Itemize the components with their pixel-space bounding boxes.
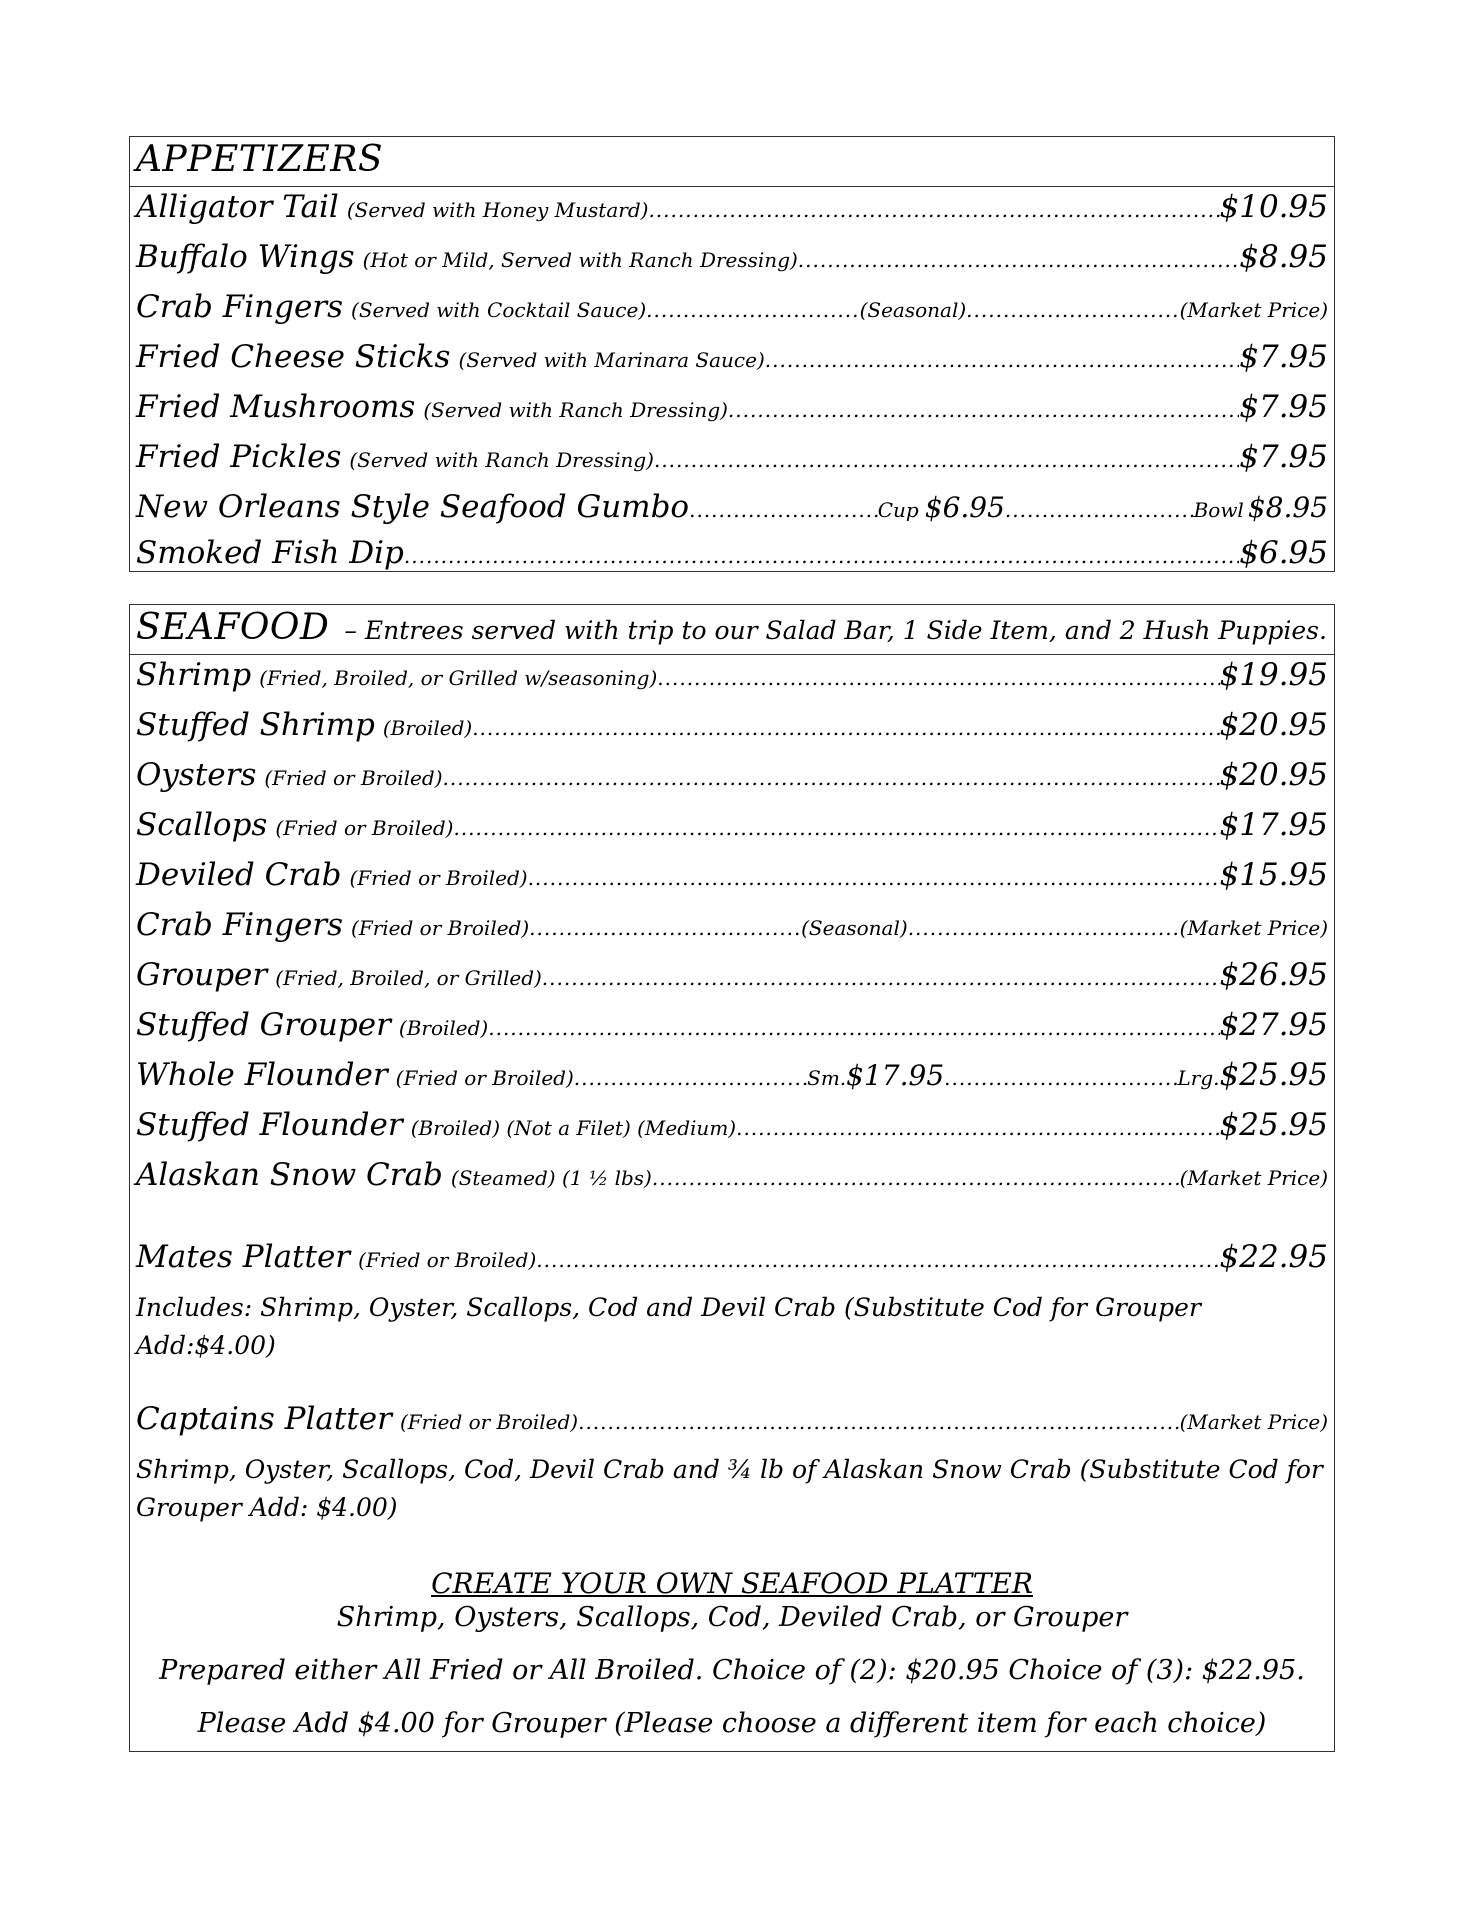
item-price: $17.95 [1219, 807, 1328, 843]
mates-includes: Includes: Shrimp, Oyster, Scallops, Cod and Devil Crab (Substitute Cod for Grouper Add:$4.00) [136, 1293, 1201, 1360]
item-price: $25.95 [1219, 1107, 1328, 1143]
item-price: $7.95 [1239, 339, 1328, 375]
seafood-subtitle: – Entrees served with trip to our Salad Bar, 1 Side Item, and 2 Hush Puppies. [344, 616, 1327, 645]
item-name: Captains Platter [136, 1401, 392, 1437]
item-name: Fried Cheese Sticks [136, 339, 451, 375]
item-price: $7.95 [1239, 389, 1328, 425]
leader-dots [529, 916, 801, 940]
leader-dots [404, 544, 1239, 568]
menu-item [130, 389, 1334, 439]
leader-dots [966, 298, 1179, 322]
captains-includes: Shrimp, Oyster, Scallops, Cod, Devil Crab and ¾ lb of Alaskan Snow Crab (Substitute Cod for Grouper Add: $4.00) [136, 1455, 1323, 1522]
item-price: $8.95 [1239, 239, 1328, 275]
item-name: Crab Fingers [136, 289, 344, 325]
seafood-header [130, 605, 1334, 655]
create-platter-title: CREATE YOUR OWN SEAFOOD PLATTER [431, 1567, 1033, 1600]
item-note: (Broiled) (Not a Filet) (Medium) [410, 1116, 737, 1140]
item-note: (Fried or Broiled) [358, 1248, 537, 1272]
item-note: (Hot or Mild, Served with Ranch Dressing) [362, 248, 798, 272]
menu-item [130, 535, 1334, 579]
leader-dots [646, 298, 859, 322]
item-price: $20.95 [1219, 707, 1328, 743]
item-name: Stuffed Flounder [136, 1107, 403, 1143]
item-note: (Fried or Broiled) [395, 1066, 574, 1090]
leader-dots [728, 398, 1239, 422]
item-price: (Market Price) [1179, 1166, 1328, 1190]
create-platter-pricing: Prepared either All Fried or All Broiled. Choice of (2): $20.95 Choice of (3): $22.95. [159, 1655, 1305, 1686]
create-platter-options: Shrimp, Oysters, Scallops, Cod, Deviled Crab, or Grouper [336, 1602, 1128, 1633]
item-name: Grouper [136, 957, 268, 993]
cup-price: $6.95 [924, 491, 1005, 524]
menu-item [130, 757, 1334, 807]
leader-dots [536, 1248, 1219, 1272]
leader-dots [578, 1410, 1180, 1434]
leader-dots [528, 866, 1220, 890]
leader-dots [648, 198, 1219, 222]
item-name: Whole Flounder [136, 1057, 388, 1093]
menu-item [130, 657, 1334, 707]
item-name: Deviled Crab [136, 857, 342, 893]
item-note: (Served with Honey Mustard) [346, 198, 649, 222]
menu-item [130, 289, 1334, 339]
item-price: (Market Price) [1179, 916, 1329, 940]
leader-dots [765, 348, 1239, 372]
item-note: (Fried, Broiled, or Grilled) [275, 966, 542, 990]
large-label: Lrg. [1177, 1066, 1220, 1090]
item-price: $27.95 [1219, 1007, 1328, 1043]
menu-item [130, 1107, 1334, 1157]
item-note: (Fried or Broiled) [399, 1410, 579, 1434]
leader-dots [472, 716, 1219, 740]
menu-item [130, 857, 1334, 907]
cup-label: Cup [877, 498, 919, 522]
seafood-section [129, 604, 1335, 1752]
leader-dots [652, 1166, 1180, 1190]
item-name: Fried Pickles [136, 439, 342, 475]
leader-dots [488, 1016, 1219, 1040]
seafood-title: SEAFOOD [136, 607, 330, 648]
item-note: (Served with Cocktail Sauce) [351, 298, 647, 322]
menu-item [130, 189, 1334, 239]
appetizers-title: APPETIZERS [136, 139, 384, 180]
captains-platter [130, 1401, 1334, 1451]
leader-dots [574, 1066, 807, 1090]
menu-item [130, 1007, 1334, 1057]
menu-item [130, 957, 1334, 1007]
item-note: (Fried or Broiled) [264, 766, 443, 790]
item-name: Oysters [136, 757, 257, 793]
menu-item [130, 339, 1334, 389]
leader-dots [443, 766, 1220, 790]
item-price: $7.95 [1239, 439, 1328, 475]
item-price: $10.95 [1219, 189, 1328, 225]
item-name: Stuffed Grouper [136, 1007, 391, 1043]
item-price: $20.95 [1219, 757, 1328, 793]
item-note: (Fried or Broiled) [351, 916, 530, 940]
item-note: (Served with Ranch Dressing) [423, 398, 728, 422]
item-price: $15.95 [1219, 857, 1328, 893]
item-price: $6.95 [1239, 535, 1328, 571]
item-name: Stuffed Shrimp [136, 707, 375, 743]
item-note: (Steamed) (1 ½ lbs) [450, 1166, 652, 1190]
appetizers-header [130, 137, 1334, 187]
item-price: $19.95 [1219, 657, 1328, 693]
leader-dots [542, 966, 1220, 990]
item-note: (Fried, Broiled, or Grilled w/seasoning) [259, 666, 658, 690]
item-note: (Served with Ranch Dressing) [349, 448, 654, 472]
item-name: Shrimp [136, 657, 252, 693]
menu-item [130, 239, 1334, 289]
large-price: $25.95 [1219, 1057, 1328, 1093]
item-price: (Market Price) [1179, 1410, 1328, 1434]
item-name: Alligator Tail [136, 189, 339, 225]
mates-platter [130, 1239, 1334, 1289]
item-name: Buffalo Wings [136, 239, 355, 275]
menu-item [130, 807, 1334, 857]
bowl-price: $8.95 [1247, 491, 1329, 524]
item-note: (Served with Marinara Sauce) [458, 348, 765, 372]
item-name: Alaskan Snow Crab [136, 1157, 443, 1193]
menu-item [130, 1157, 1334, 1207]
leader-dots [736, 1116, 1219, 1140]
item-name: Scallops [136, 807, 268, 843]
item-note: (Broiled) [398, 1016, 489, 1040]
menu-item [130, 489, 1334, 535]
menu-item [130, 439, 1334, 489]
seasonal-label: (Seasonal) [859, 298, 967, 322]
bowl-label: Bowl [1193, 498, 1244, 522]
leader-dots [654, 448, 1239, 472]
item-price: $22.95 [1219, 1239, 1328, 1275]
small-price: $17.95 [846, 1059, 945, 1092]
menu-item [130, 907, 1334, 957]
create-platter-note: Please Add $4.00 for Grouper (Please choose a different item for each choice) [197, 1708, 1267, 1739]
leader-dots [798, 248, 1239, 272]
item-name: Fried Mushrooms [136, 389, 416, 425]
item-note: (Broiled) [382, 716, 473, 740]
leader-dots [453, 816, 1219, 840]
item-price: $26.95 [1219, 957, 1328, 993]
leader-dots [657, 666, 1219, 690]
item-note: (Fried or Broiled) [275, 816, 454, 840]
seasonal-label: (Seasonal) [801, 916, 908, 940]
appetizers-section [129, 136, 1335, 572]
leader-dots [1005, 498, 1194, 522]
small-label: Sm. [807, 1066, 847, 1090]
leader-dots [944, 1066, 1177, 1090]
item-name: Crab Fingers [136, 907, 344, 943]
leader-dots [908, 916, 1180, 940]
menu-item [130, 707, 1334, 757]
item-note: (Fried or Broiled) [349, 866, 528, 890]
item-name: New Orleans Style Seafood Gumbo [136, 489, 690, 525]
leader-dots [689, 498, 878, 522]
menu-item [130, 1057, 1334, 1107]
item-name: Mates Platter [136, 1239, 351, 1275]
item-name: Smoked Fish Dip [136, 535, 404, 571]
item-price: (Market Price) [1179, 298, 1328, 322]
